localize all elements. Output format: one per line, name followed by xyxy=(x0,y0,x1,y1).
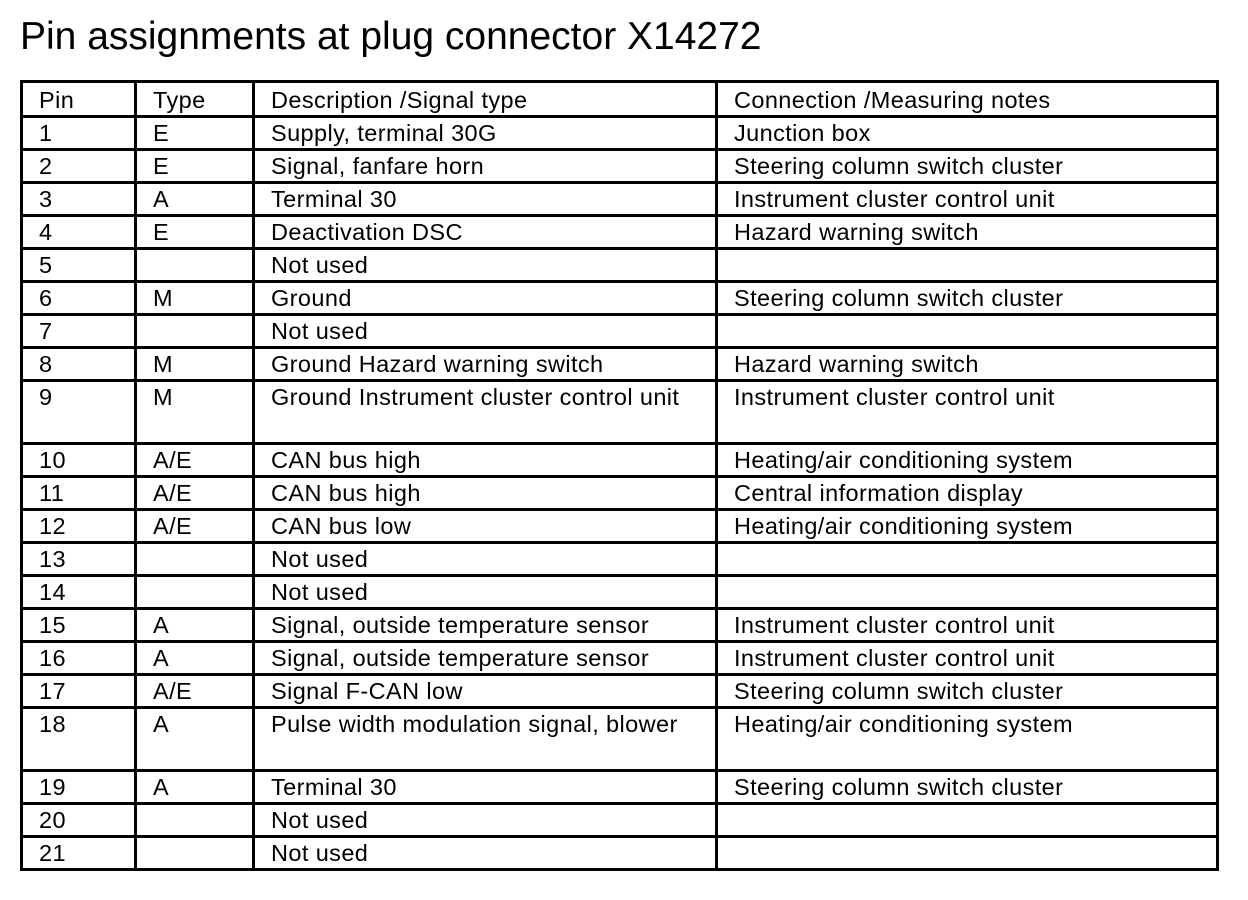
cell-pin: 13 xyxy=(22,543,136,576)
cell-description: Terminal 30 xyxy=(254,771,717,804)
table-row xyxy=(22,183,1218,216)
table-row xyxy=(22,117,1218,150)
cell-connection xyxy=(717,837,1218,870)
cell-description: Signal, outside temperature sensor xyxy=(254,609,717,642)
cell-pin: 12 xyxy=(22,510,136,543)
cell-description: Pulse width modulation signal, blower xyxy=(254,708,717,771)
cell-type xyxy=(136,837,254,870)
cell-pin: 15 xyxy=(22,609,136,642)
cell-description: Terminal 30 xyxy=(254,183,717,216)
cell-connection xyxy=(717,315,1218,348)
cell-pin: 21 xyxy=(22,837,136,870)
table-row xyxy=(22,510,1218,543)
cell-pin: 16 xyxy=(22,642,136,675)
table-row xyxy=(22,576,1218,609)
table-row xyxy=(22,609,1218,642)
cell-type xyxy=(136,249,254,282)
cell-description: Signal, fanfare horn xyxy=(254,150,717,183)
cell-description: Supply, terminal 30G xyxy=(254,117,717,150)
cell-pin: 11 xyxy=(22,477,136,510)
cell-connection: Heating/air conditioning system xyxy=(717,708,1218,771)
page-title: Pin assignments at plug connector X14272 xyxy=(20,15,762,58)
cell-connection: Heating/air conditioning system xyxy=(717,444,1218,477)
cell-description: CAN bus low xyxy=(254,510,717,543)
table-row xyxy=(22,771,1218,804)
cell-type: A/E xyxy=(136,444,254,477)
cell-connection: Steering column switch cluster xyxy=(717,150,1218,183)
cell-connection: Instrument cluster control unit xyxy=(717,183,1218,216)
cell-description: Signal, outside temperature sensor xyxy=(254,642,717,675)
cell-description: Not used xyxy=(254,543,717,576)
cell-type xyxy=(136,315,254,348)
cell-description: Ground Instrument cluster control unit xyxy=(254,381,717,444)
table-row xyxy=(22,477,1218,510)
table-row xyxy=(22,282,1218,315)
cell-connection: Hazard warning switch xyxy=(717,348,1218,381)
cell-type: A/E xyxy=(136,477,254,510)
header-connection: Connection /Measuring notes xyxy=(717,82,1218,117)
cell-pin: 14 xyxy=(22,576,136,609)
table-row xyxy=(22,543,1218,576)
cell-connection: Junction box xyxy=(717,117,1218,150)
cell-pin: 7 xyxy=(22,315,136,348)
header-type: Type xyxy=(136,82,254,117)
cell-connection: Steering column switch cluster xyxy=(717,282,1218,315)
cell-pin: 1 xyxy=(22,117,136,150)
cell-pin: 8 xyxy=(22,348,136,381)
cell-description: CAN bus high xyxy=(254,477,717,510)
cell-description: CAN bus high xyxy=(254,444,717,477)
cell-connection xyxy=(717,576,1218,609)
cell-type xyxy=(136,576,254,609)
cell-connection xyxy=(717,543,1218,576)
table-row xyxy=(22,150,1218,183)
table-row xyxy=(22,315,1218,348)
cell-description: Signal F-CAN low xyxy=(254,675,717,708)
cell-description: Not used xyxy=(254,576,717,609)
table-row xyxy=(22,837,1218,870)
cell-type: M xyxy=(136,348,254,381)
cell-description: Not used xyxy=(254,804,717,837)
cell-type: A xyxy=(136,771,254,804)
cell-pin: 5 xyxy=(22,249,136,282)
cell-type xyxy=(136,804,254,837)
cell-type: E xyxy=(136,216,254,249)
cell-connection: Heating/air conditioning system xyxy=(717,510,1218,543)
cell-pin: 3 xyxy=(22,183,136,216)
table-row xyxy=(22,642,1218,675)
table-row xyxy=(22,216,1218,249)
cell-description: Deactivation DSC xyxy=(254,216,717,249)
cell-type: A/E xyxy=(136,675,254,708)
cell-type: M xyxy=(136,282,254,315)
table-row xyxy=(22,348,1218,381)
cell-connection xyxy=(717,249,1218,282)
cell-pin: 17 xyxy=(22,675,136,708)
cell-pin: 2 xyxy=(22,150,136,183)
cell-type: E xyxy=(136,150,254,183)
cell-description: Not used xyxy=(254,837,717,870)
cell-description: Not used xyxy=(254,315,717,348)
table-row xyxy=(22,804,1218,837)
cell-connection: Central information display xyxy=(717,477,1218,510)
cell-type: M xyxy=(136,381,254,444)
cell-pin: 10 xyxy=(22,444,136,477)
cell-type xyxy=(136,543,254,576)
table-row xyxy=(22,675,1218,708)
cell-type: A xyxy=(136,183,254,216)
cell-pin: 4 xyxy=(22,216,136,249)
cell-type: A xyxy=(136,609,254,642)
cell-connection: Instrument cluster control unit xyxy=(717,381,1218,444)
cell-pin: 19 xyxy=(22,771,136,804)
cell-type: A/E xyxy=(136,510,254,543)
cell-description: Ground xyxy=(254,282,717,315)
cell-connection xyxy=(717,804,1218,837)
table-header-row xyxy=(22,82,1218,117)
table-row xyxy=(22,708,1218,771)
cell-connection: Instrument cluster control unit xyxy=(717,642,1218,675)
cell-type: A xyxy=(136,642,254,675)
cell-pin: 9 xyxy=(22,381,136,444)
cell-description: Not used xyxy=(254,249,717,282)
cell-pin: 18 xyxy=(22,708,136,771)
cell-connection: Hazard warning switch xyxy=(717,216,1218,249)
pin-assignment-table xyxy=(20,80,1219,871)
header-pin: Pin xyxy=(22,82,136,117)
cell-type: A xyxy=(136,708,254,771)
table-row xyxy=(22,249,1218,282)
cell-connection: Instrument cluster control unit xyxy=(717,609,1218,642)
cell-type: E xyxy=(136,117,254,150)
table-row xyxy=(22,381,1218,444)
cell-connection: Steering column switch cluster xyxy=(717,675,1218,708)
table-row xyxy=(22,444,1218,477)
cell-pin: 6 xyxy=(22,282,136,315)
cell-description: Ground Hazard warning switch xyxy=(254,348,717,381)
header-description: Description /Signal type xyxy=(254,82,717,117)
cell-connection: Steering column switch cluster xyxy=(717,771,1218,804)
cell-pin: 20 xyxy=(22,804,136,837)
